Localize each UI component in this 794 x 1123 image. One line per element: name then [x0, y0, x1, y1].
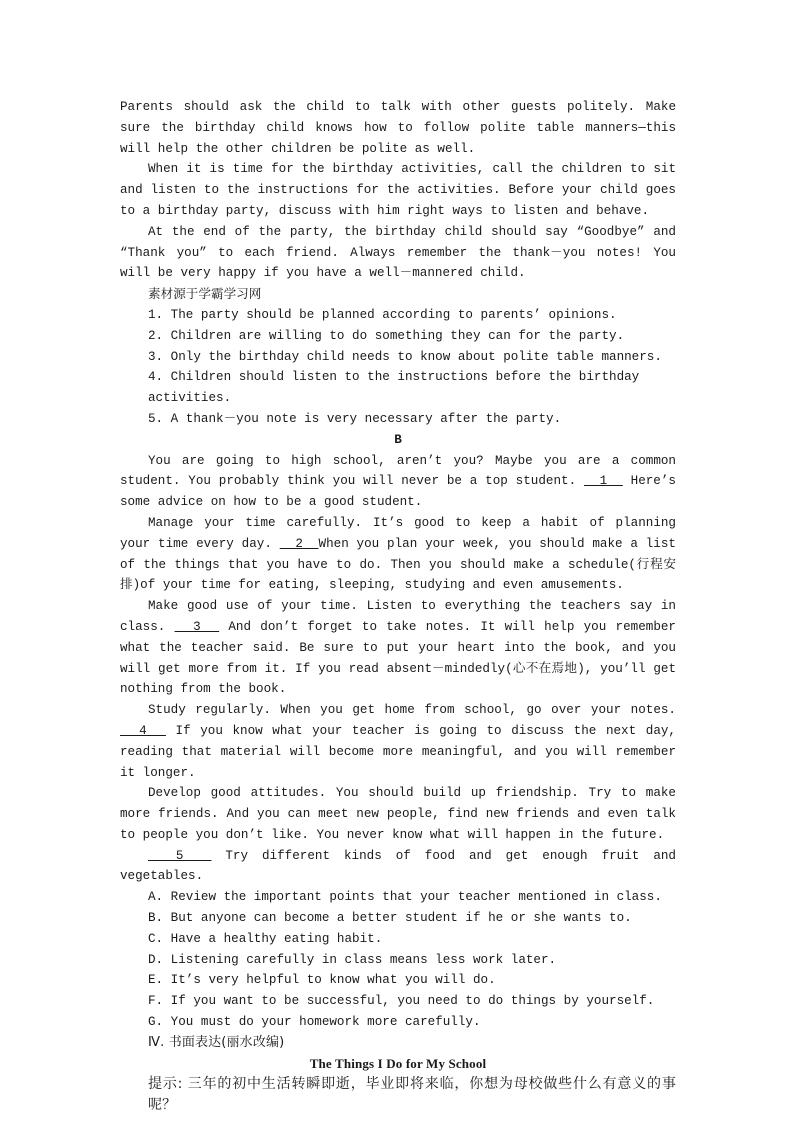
paragraph-text: Here’s some advice on how to be a good student.: [120, 474, 676, 510]
writing-heading: Ⅳ. 书面表达(丽水改编): [148, 1034, 285, 1050]
writing-hint: 提示: 三年的初中生活转瞬即逝，毕业即将来临，你想为母校做些什么有意义的事呢？: [148, 1076, 676, 1114]
statement-item: 4. Children should listen to the instructions before the birthday activities.: [148, 370, 640, 406]
passage-b-paragraph: [120, 451, 676, 513]
passage-b-paragraph: Develop good attitudes. You should build up friendship. Try to make more friends. And you can meet new people, find new friends and even talk to people you don’t like. You never know what will happen in the future.: [120, 786, 676, 842]
passage-a: [120, 97, 676, 430]
writing-section: [120, 1033, 676, 1116]
statement-item: 2. Children are willing to do something they can for the party.: [148, 328, 625, 343]
option-item: A. Review the important points that your teacher mentioned in class.: [148, 890, 662, 905]
paragraph-text: And don’t forget to take notes. It will help you remember what the teacher said. Be sure to put your heart into the book, and you will get more from it. If you read absent－mindedly(心不在焉地), you’ll get nothing from the book.: [120, 619, 676, 697]
passage-b: [120, 430, 676, 1033]
paragraph-text: You are going to high school, aren’t you? Maybe you are a common student. You probably think you will never be a top student.: [120, 453, 676, 489]
paragraph-text: Make good use of your time. Listen to everything the teachers say in class.: [120, 599, 676, 634]
passage-a-paragraph: When it is time for the birthday activities, call the children to sit and listen to the instructions for the activities. Before your child goes to a birthday party, discuss with him right ways to listen and behave.: [120, 162, 676, 218]
passage-b-paragraph: [120, 596, 676, 700]
answer-blank-4[interactable]: 4: [120, 723, 166, 738]
passage-a-paragraph: At the end of the party, the birthday child should say “Goodbye” and “Thank you” to each friend. Always remember the thank－you notes! You will be very happy if you have a well－mannered child.: [120, 224, 676, 281]
statement-item: 1. The party should be planned according to parents’ opinions.: [148, 307, 617, 322]
passage-b-paragraph: [120, 700, 676, 783]
answer-blank-2[interactable]: 2: [279, 536, 319, 551]
option-item: B. But anyone can become a better student if he or she wants to.: [148, 911, 632, 926]
paragraph-text: When you plan your week, you should make a list of the things that you have to do. Then you should make a schedule(行程安排)of your time for eating, sleeping, studying and even amusements.: [120, 536, 676, 593]
answer-blank-5[interactable]: 5: [148, 848, 212, 863]
option-item: E. It’s very helpful to know what you will do.: [148, 973, 496, 988]
option-item: F. If you want to be successful, you need to do things by yourself.: [148, 994, 655, 1009]
source-note: 素材源于学霸学习网: [148, 286, 262, 302]
section-letter-b: B: [394, 432, 402, 447]
paragraph-text: Manage your time carefully. It’s good to keep a habit of planning your time every day.: [120, 515, 676, 551]
worksheet-page: [120, 97, 676, 1116]
option-item: D. Listening carefully in class means less work later.: [148, 952, 557, 967]
statement-item: 5. A thank－you note is very necessary after the party.: [148, 411, 562, 426]
passage-b-paragraph: [120, 846, 676, 888]
answer-blank-3[interactable]: 3: [174, 619, 220, 634]
statement-item: 3. Only the birthday child needs to know about polite table manners.: [148, 349, 662, 364]
answer-blank-1[interactable]: 1: [583, 474, 623, 489]
paragraph-text: Try different kinds of food and get enough fruit and vegetables.: [120, 848, 676, 884]
paragraph-text: Study regularly. When you get home from school, go over your notes.: [148, 703, 676, 718]
option-item: G. You must do your homework more carefully.: [148, 1015, 481, 1030]
paragraph-text: If you know what your teacher is going to discuss the next day, reading that material will become more meaningful, and you will remember it longer.: [120, 723, 676, 780]
passage-a-paragraph: Parents should ask the child to talk with other guests politely. Make sure the birthday child knows how to follow polite table manners—this will help the other children be polite as well.: [120, 100, 676, 156]
passage-b-paragraph: [120, 513, 676, 596]
option-item: C. Have a healthy eating habit.: [148, 931, 383, 946]
writing-title: The Things I Do for My School: [309, 1055, 487, 1071]
